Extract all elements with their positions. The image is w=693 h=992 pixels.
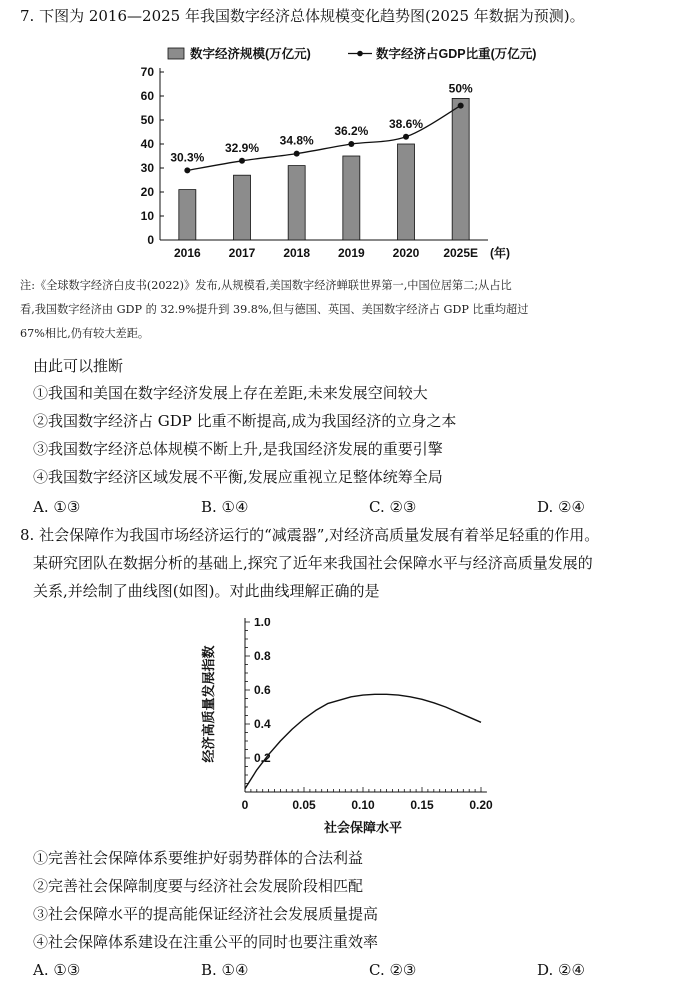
y-tick-label: 1.0 bbox=[254, 618, 271, 629]
y-tick-label: 0.6 bbox=[254, 683, 271, 697]
x-tick-label: 2020 bbox=[392, 246, 420, 260]
q8-statement-2: ②完善社会保障制度要与经济社会发展阶段相匹配 bbox=[33, 877, 364, 895]
q7-note-line-1: 注:《全球数字经济白皮书(2022)》发布,从规模看,美国数字经济蝉联世界第一,中国位居第二;从占比 bbox=[20, 279, 512, 292]
bar bbox=[288, 166, 305, 240]
q7-option-c[interactable]: C. ②③ bbox=[369, 498, 417, 516]
x-axis-title: 社会保障水平 bbox=[323, 820, 403, 835]
share-line bbox=[187, 106, 460, 171]
share-point bbox=[348, 141, 354, 147]
q7-statement-2: ②我国数字经济占 GDP 比重不断提高,成为我国经济的立身之本 bbox=[33, 412, 457, 430]
bar bbox=[179, 190, 196, 240]
q8-option-c[interactable]: C. ②③ bbox=[369, 961, 417, 979]
q8-option-b[interactable]: B. ①④ bbox=[201, 961, 249, 979]
q7-statement-4: ④我国数字经济区域发展不平衡,发展应重视立足整体统筹全局 bbox=[33, 468, 443, 486]
bar bbox=[343, 156, 360, 240]
share-point bbox=[458, 103, 464, 109]
x-tick-label: 2017 bbox=[228, 246, 256, 260]
x-tick-label: 0.20 bbox=[469, 798, 493, 812]
share-data-label: 32.9% bbox=[224, 140, 260, 155]
x-tick-label: 2019 bbox=[337, 246, 365, 260]
x-tick-label: 0.15 bbox=[410, 798, 434, 812]
q8-stem-line-3: 关系,并绘制了曲线图(如图)。对此曲线理解正确的是 bbox=[33, 582, 380, 600]
q8-stem-line-1: 8. 社会保障作为我国市场经济运行的“减震器”,对经济高质量发展有着举足轻重的作用。 bbox=[20, 526, 600, 544]
q8-statement-1: ①完善社会保障体系要维护好弱势群体的合法利益 bbox=[33, 849, 364, 867]
bar bbox=[452, 98, 469, 240]
q7-option-a[interactable]: A. ①③ bbox=[33, 498, 81, 516]
share-data-label: 30.3% bbox=[170, 150, 205, 165]
y-tick-label: 50 bbox=[140, 113, 154, 127]
curve bbox=[245, 694, 481, 788]
q7-statement-1: ①我国和美国在数字经济发展上存在差距,未来发展空间较大 bbox=[33, 384, 428, 402]
x-tick-label: 0.10 bbox=[351, 798, 375, 812]
q7-stem: 7. 下图为 2016—2025 年我国数字经济总体规模变化趋势图(2025 年数据为预测)。 bbox=[20, 7, 585, 25]
x-tick-label: 2016 bbox=[173, 246, 201, 260]
q7-note-line-3: 67%相比,仍有较大差距。 bbox=[20, 327, 150, 340]
x-tick-label: 0.05 bbox=[292, 798, 316, 812]
y-tick-label: 0 bbox=[147, 233, 154, 247]
y-tick-label: 70 bbox=[140, 65, 154, 79]
q7-bar-line-chart bbox=[110, 40, 570, 265]
y-axis-title: 经济高质量发展指数 bbox=[201, 645, 216, 763]
q8-statement-4: ④社会保障体系建设在注重公平的同时也要注重效率 bbox=[33, 933, 379, 951]
share-point bbox=[294, 151, 300, 157]
x-tick-label: 2018 bbox=[283, 246, 311, 260]
bar bbox=[234, 175, 251, 240]
q8-option-d[interactable]: D. ②④ bbox=[537, 961, 585, 979]
y-tick-label: 10 bbox=[140, 209, 154, 223]
share-data-label: 34.8% bbox=[279, 133, 314, 148]
y-tick-label: 0.4 bbox=[254, 717, 271, 731]
x-tick-label: 0 bbox=[241, 798, 249, 812]
legend-bar-label: 数字经济规模(万亿元) bbox=[190, 47, 311, 61]
y-tick-label: 40 bbox=[140, 137, 154, 151]
x-tick-label: 2025E bbox=[443, 246, 479, 260]
legend-line-marker bbox=[357, 51, 363, 57]
q8-line-chart bbox=[190, 618, 510, 840]
bar bbox=[398, 144, 415, 240]
q8-statement-3: ③社会保障水平的提高能保证经济社会发展质量提高 bbox=[33, 905, 379, 923]
chart1-legend bbox=[168, 46, 536, 61]
legend-line-label: 数字经济占GDP比重(万亿元) bbox=[376, 47, 537, 61]
q8-option-a[interactable]: A. ①③ bbox=[33, 961, 81, 979]
legend-bar-swatch bbox=[168, 48, 184, 59]
q7-statement-3: ③我国数字经济总体规模不断上升,是我国经济发展的重要引擎 bbox=[33, 440, 443, 458]
q7-prompt: 由此可以推断 bbox=[33, 357, 124, 375]
q7-option-b[interactable]: B. ①④ bbox=[201, 498, 249, 516]
share-data-label: 50% bbox=[448, 81, 473, 96]
q7-note-line-2: 看,我国数字经济由 GDP 的 32.9%提升到 39.8%,但与德国、英国、美国数字经济占 GDP 比重均超过 bbox=[20, 303, 529, 316]
x-axis-unit: (年) bbox=[490, 246, 510, 260]
y-tick-label: 30 bbox=[140, 161, 154, 175]
y-tick-label: 0.2 bbox=[254, 751, 271, 765]
y-tick-label: 0.8 bbox=[254, 649, 271, 663]
share-data-label: 38.6% bbox=[388, 116, 424, 131]
q7-option-d[interactable]: D. ②④ bbox=[537, 498, 585, 516]
share-point bbox=[184, 167, 190, 173]
share-point bbox=[403, 134, 409, 140]
y-tick-label: 20 bbox=[140, 185, 154, 199]
y-tick-label: 60 bbox=[140, 89, 154, 103]
share-point bbox=[239, 158, 245, 164]
q8-stem-line-2: 某研究团队在数据分析的基础上,探究了近年来我国社会保障水平与经济高质量发展的 bbox=[33, 554, 593, 572]
share-data-label: 36.2% bbox=[334, 124, 369, 138]
